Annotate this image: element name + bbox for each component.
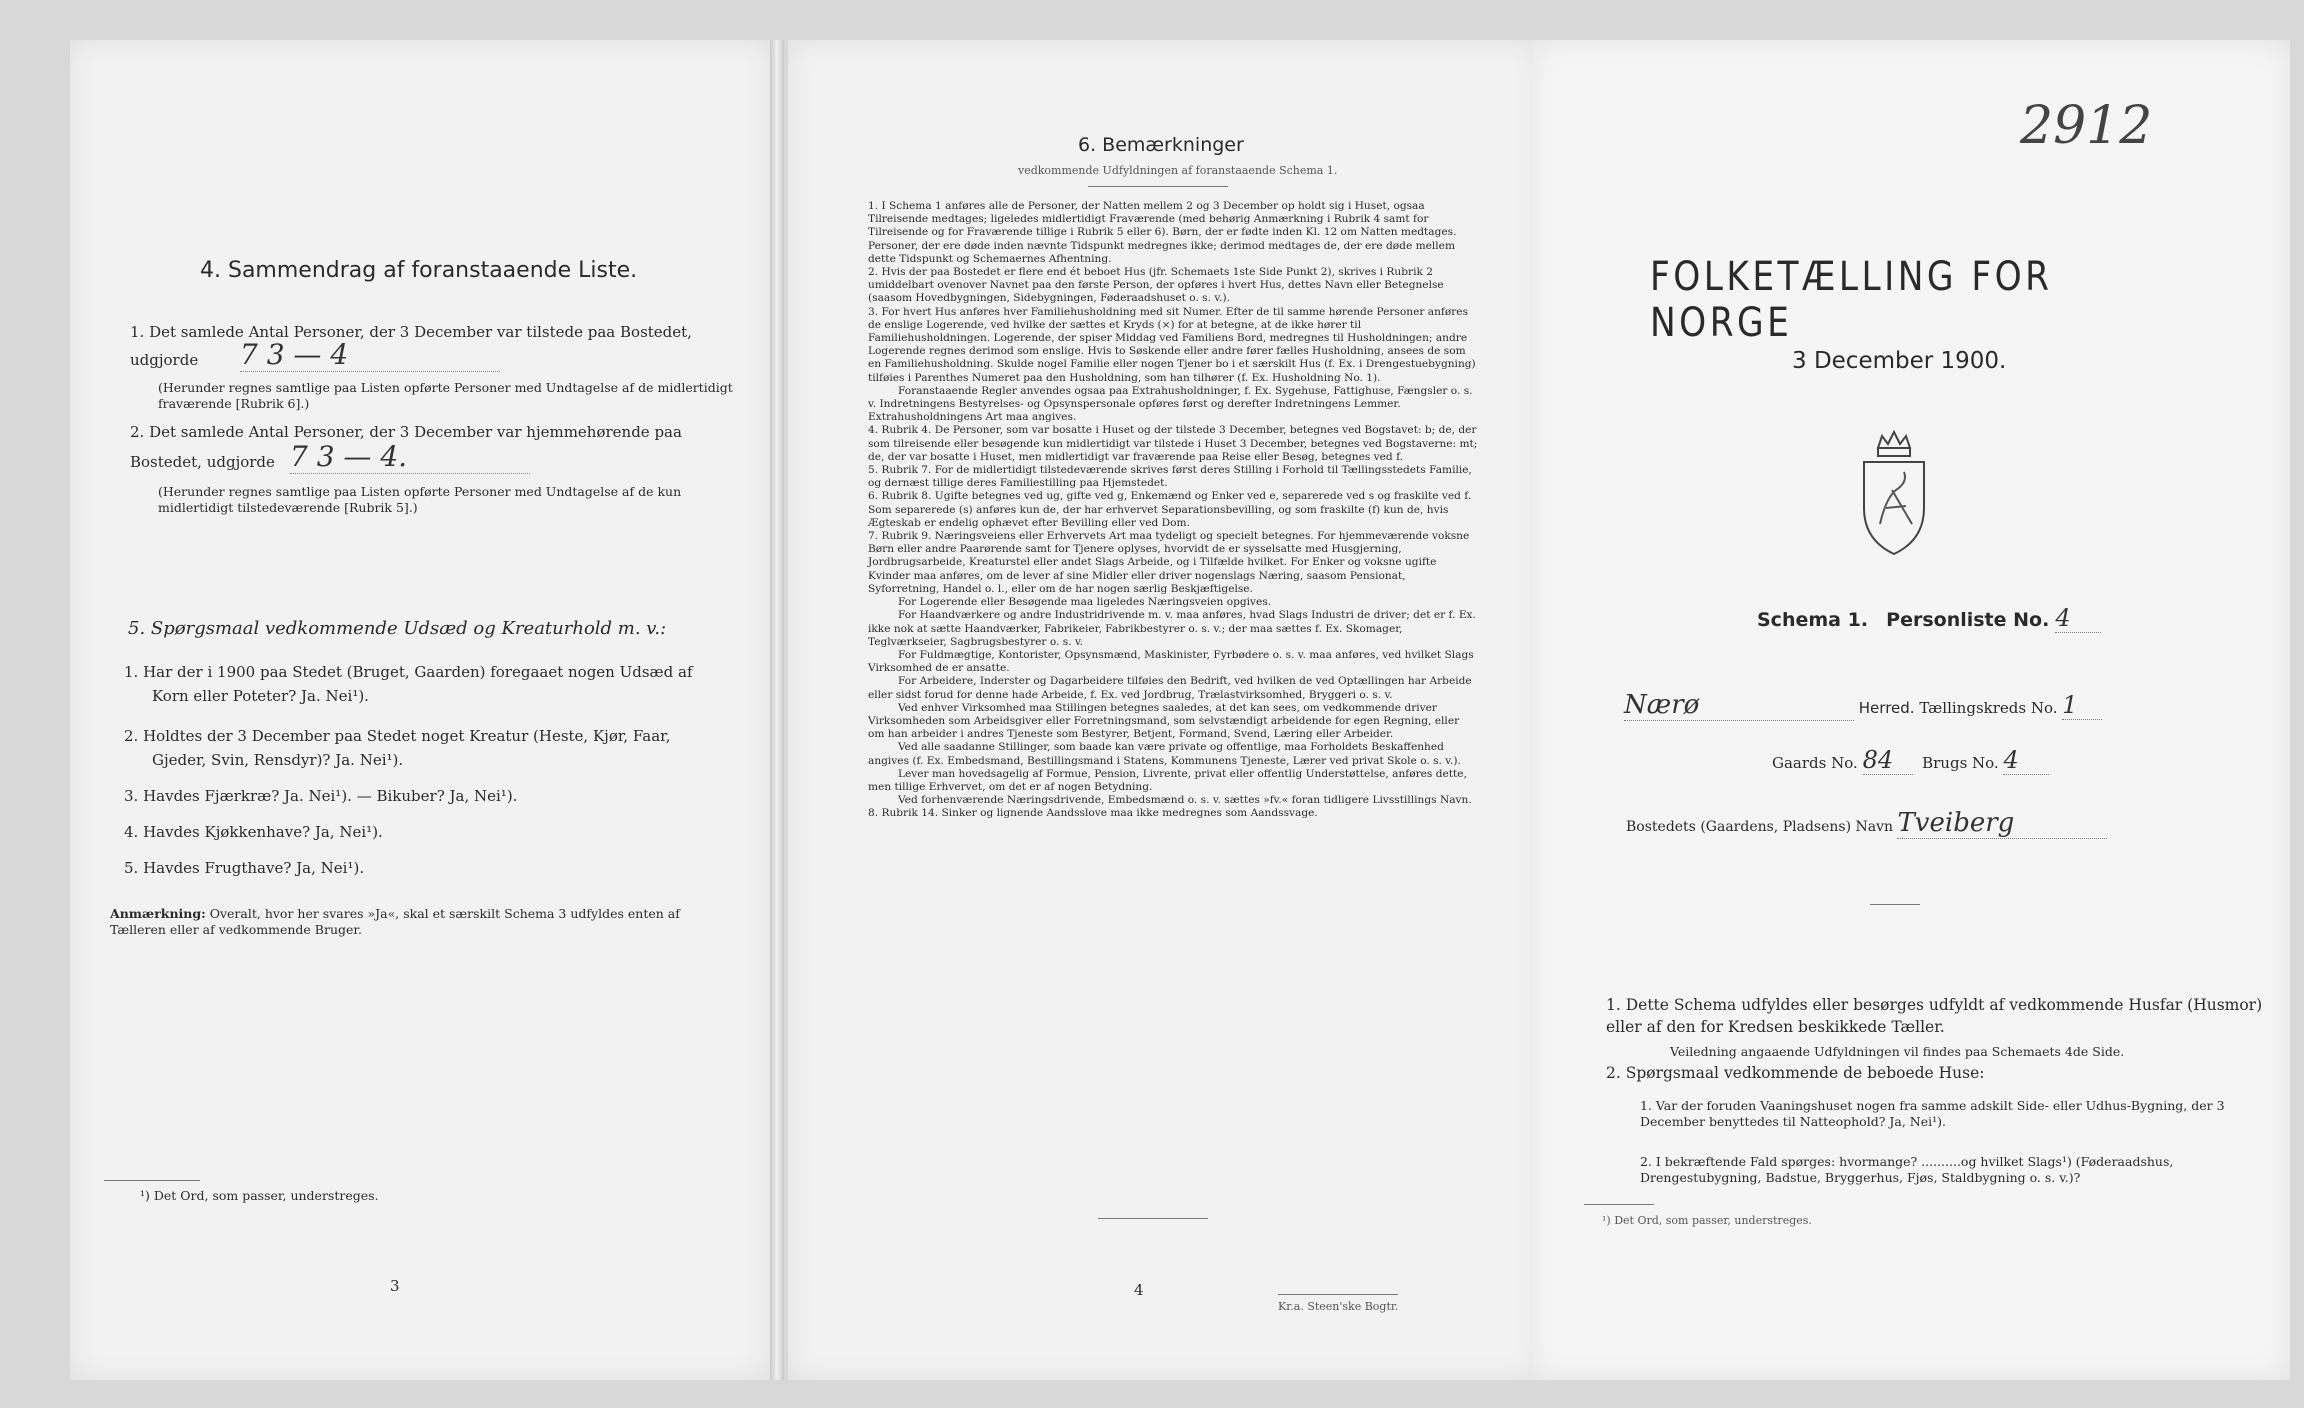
herred-value: Nærø bbox=[1624, 690, 1854, 721]
remark-item: For Logerende eller Besøgende maa ligeledes Næringsveien opgives. bbox=[898, 596, 1272, 609]
q2-note: (Herunder regnes samtlige paa Listen opførte Personer med Undtagelse af de kun midlertidigt tilstedeværende [Rubrik 5].) bbox=[158, 484, 682, 515]
bosted-value: Tveiberg bbox=[1897, 808, 2107, 839]
instruction-2: 2. Spørgsmaal vedkommende de beboede Huse: bbox=[1606, 1064, 1985, 1082]
instruction-1-note: Veiledning angaaende Udfyldningen vil findes paa Schemaets 4de Side. bbox=[1670, 1044, 2125, 1059]
remark-item: Lever man hovedsagelig af Formue, Pension, Livrente, privat eller offentlig Understøttelse, anføres dette, men tillige Erhvervet, om det er af nogen Betydning. bbox=[868, 767, 1467, 793]
brugs-value: 4 bbox=[2003, 746, 2049, 775]
q1-note: (Herunder regnes samtlige paa Listen opførte Personer med Undtagelse af de midlertidigt fraværende [Rubrik 6].) bbox=[158, 380, 733, 411]
note-text: Overalt, hvor her svares »Ja«, skal et særskilt Schema 3 udfyldes enten af Tælleren eller af vedkommende Bruger. bbox=[110, 906, 680, 937]
remark-item: 7. Rubrik 9. Næringsveiens eller Erhvervets Art maa tydeligt og specielt betegnes. For hjemmeværende voksne Børn eller andre Paarørende samt for Tjenere oplyses, hvorvidt de er sysselsatte med Husgjerning, Jordbrugsarbeide, Kreaturstel eller andet Slags Arbeide, og i Tilfælde hvilket. For Enker og voksne ugifte Kvinder maa anføres, om de lever af sine Midler eller driver nogenslags Næring, saasom Pensionat, Syforretning, Handel o. l., eller om de har nogen særlig Beskjæftigelse. bbox=[868, 530, 1470, 595]
remark-item: 6. Rubrik 8. Ugifte betegnes ved ug, gifte ved g, Enkemænd og Enker ved e, separerede ved s og fraskilte ved f. Som separerede (s) anføres kun de, der har erhvervet Separationsbevilling, og som fraskilte (f) kun de, hvis Ægteskab er endelig ophævet efter Bevilling eller ved Dom. bbox=[868, 490, 1472, 529]
remark-item: 8. Rubrik 14. Sinker og lignende Aandsslove maa ikke medregnes som Aandssvage. bbox=[868, 807, 1318, 820]
personliste-label: Personliste No. bbox=[1886, 609, 2050, 631]
herred-row bbox=[1624, 690, 2102, 721]
kreds-label: Tællingskreds No. bbox=[1919, 699, 2058, 717]
s5-item: 1. Har der i 1900 paa Stedet (Bruget, Gaarden) foregaaet nogen Udsæd af bbox=[124, 663, 693, 681]
q1-answer: 7 3 — 4 bbox=[240, 338, 500, 372]
s5-item: Korn eller Poteter? Ja. Nei¹). bbox=[152, 687, 369, 705]
brugs-label: Brugs No. bbox=[1922, 754, 1999, 772]
schema-label: Schema 1. bbox=[1757, 609, 1869, 631]
remark-item: 5. Rubrik 7. For de midlertidigt tilstedeværende skrives først deres Stilling i Forhold til Tællingsstedets Familie, og dernæst tillige deres Familiestilling paa Hjemstedet. bbox=[868, 464, 1472, 490]
q2-line2: Bostedet, udgjorde bbox=[130, 453, 275, 471]
remark-item: Ved forhenværende Næringsdrivende, Embedsmænd o. s. v. sættes »fv.« foran tidligere Livsstillings Navn. bbox=[898, 794, 1472, 807]
gaards-row bbox=[1772, 746, 2049, 775]
q2-text: 2. Det samlede Antal Personer, der 3 December var hjemmehørende paa bbox=[130, 423, 682, 441]
gaards-label: Gaards No. bbox=[1772, 754, 1858, 772]
footnote: ¹) Det Ord, som passer, understreges. bbox=[1602, 1214, 1812, 1227]
instruction-2-q2: 2. I bekræftende Fald spørges: hvormange? ..........og hvilket Slags¹) (Føderaadshus, Drengestubygning, Badstue, Bryggerhus, Fjøs, Staldbygning o. s. v.)? bbox=[1640, 1154, 2174, 1185]
gaards-value: 84 bbox=[1863, 746, 1913, 775]
remark-item: 2. Hvis der paa Bostedet er flere end ét beboet Hus (jfr. Schemaets 1ste Side Punkt 2), skrives i Rubrik 2 umiddelbart ovenover Navnet paa den første Person, der opføres i hvert Hus, dettes Navn eller Betegnelse (saasom Hovedbygningen, Sidebygningen, Føderaadshuset o. s. v.). bbox=[868, 266, 1444, 305]
schema-row bbox=[1757, 604, 2101, 633]
remarks-subtitle: vedkommende Udfyldningen af foranstaaende Schema 1. bbox=[1018, 164, 1338, 177]
bosted-label: Bostedets (Gaardens, Pladsens) Navn bbox=[1626, 819, 1894, 835]
kreds-value: 1 bbox=[2062, 691, 2102, 720]
bosted-row bbox=[1626, 808, 2107, 839]
remark-item: 4. Rubrik 4. De Personer, som var bosatte i Huset og der tilstede 3 December, betegnes ved Bogstavet: b; de, der som tilreisende eller besøgende kun midlertidigt var tilstede i Huset 3 December, betegnes ved Bogstaverne: mt; de, der var bosatte i Huset, men midlertidigt var fraværende paa Reise eller Besøg, betegnes ved f. bbox=[868, 424, 1478, 463]
page-3 bbox=[70, 40, 770, 1380]
archive-number: 2912 bbox=[2020, 96, 2153, 156]
s5-item: 3. Havdes Fjærkræ? Ja. Nei¹). — Bikuber? Ja, Nei¹). bbox=[124, 787, 518, 805]
page-fold bbox=[770, 40, 784, 1380]
remark-item: Ved alle saadanne Stillinger, som baade kan være private og offentlige, maa Forholdets Beskaffenhed angives (f. Ex. Embedsmand, Bestillingsmand i Statens, Kommunens Tjeneste, Lærer ved privat Skole o. s. v.). bbox=[868, 741, 1461, 767]
remark-item: For Haandværkere og andre Industridrivende m. v. maa anføres, hvad Slags Industri de driver; det er f. Ex. ikke nok at sætte Haandværker, Fabrikeier, Fabrikbestyrer o. s. v.; der maa sættes f. Ex. Skomager, Teglværkseier, Sagbrugsbestyrer o. s. v. bbox=[868, 609, 1476, 648]
footnote: ¹) Det Ord, som passer, understreges. bbox=[140, 1188, 379, 1203]
remark-item: Foranstaaende Regler anvendes ogsaa paa Extrahusholdninger, f. Ex. Sygehuse, Fattighuse, Fængsler o. s. v. Indretningens Bestyrelses- og Opsynspersonale opføres først og derefter Indretningens Lemmer. Extrahusholdningens Art maa angives. bbox=[868, 384, 1473, 424]
q2-answer: 7 3 — 4. bbox=[290, 440, 530, 474]
printer-mark: Kr.a. Steen'ske Bogtr. bbox=[1278, 1300, 1399, 1313]
herred-label: Herred. bbox=[1858, 699, 1915, 717]
page-number: 3 bbox=[390, 1277, 400, 1295]
s5-item: 2. Holdtes der 3 December paa Stedet noget Kreatur (Heste, Kjør, Faar, bbox=[124, 727, 671, 745]
s5-item: 4. Havdes Kjøkkenhave? Ja, Nei¹). bbox=[124, 823, 383, 841]
q1-text: 1. Det samlede Antal Personer, der 3 December var tilstede paa Bostedet, bbox=[130, 323, 692, 341]
remark-item: 1. I Schema 1 anføres alle de Personer, der Natten mellem 2 og 3 December op holdt sig i Huset, ogsaa Tilreisende medtages; ligeledes midlertidigt Fraværende (med behørig Anmærkning i Rubrik 4 samt for Tilreisende og for Fraværende tillige i Rubrik 5 eller 6). Børn, der er fødte inden Kl. 12 om Natten medtages. Personer, der ere døde inden nævnte Tidspunkt medregnes ikke; derimod medtages de, der ere døde mellem dette Tidspunkt og Schemaernes Afhentning. bbox=[868, 200, 1457, 265]
section-4-title: 4. Sammendrag af foranstaaende Liste. bbox=[200, 258, 638, 283]
instruction-1: 1. Dette Schema udfyldes eller besørges udfyldt af vedkommende Husfar (Husmor) eller af den for Kredsen beskikkede Tæller. bbox=[1606, 996, 2263, 1036]
remark-item: For Fuldmægtige, Kontorister, Opsynsmænd, Maskinister, Fyrbødere o. s. v. maa anføres, ved hvilket Slags Virksomhed de er ansatte. bbox=[868, 648, 1474, 675]
remark-item: 3. For hvert Hus anføres hver Familiehusholdning med sit Numer. Efter de til samme hørende Personer anføres de enslige Logerende, ved hvilke der sættes et Kryds (×) for at betegne, at de ikke hører til Familiehusholdningen. Logerende, der spiser Middag ved Familiens Bord, medregnes til Husholdningen; andre Logerende regnes derimod som enslige. Hvis to Søskende eller andre fører fælles Husholdning, ansees de som en Familiehusholdning. Skulde nogel Familie eller nogen Tjener bo i et særskilt Hus (f. Ex. i Drengestuebygning) tilføies i Parenthes Numeret paa den Husholdning, som han tilhører (f. Ex. Husholdning No. 1). bbox=[868, 305, 1476, 384]
note bbox=[110, 906, 730, 938]
instruction-2-q1: 1. Var der foruden Vaaningshuset nogen fra samme adskilt Side- eller Udhus-Bygning, der 3 December benyttedes til Natteophold? Ja, Nei¹). bbox=[1640, 1098, 2225, 1129]
remark-item: Ved enhver Virksomhed maa Stillingen betegnes saaledes, at det kan sees, om vedkommende driver Virksomheden som Arbeidsgiver eller Forretningsmand, som selvstændigt arbeidende for egen Regning, eller om han arbeider i andres Tjeneste som Bestyrer, Betjent, Formand, Svend, Læring eller Arbeider. bbox=[868, 701, 1460, 741]
remarks-list bbox=[868, 200, 1478, 821]
s5-item: 5. Havdes Frugthave? Ja, Nei¹). bbox=[124, 859, 365, 877]
census-date: 3 December 1900. bbox=[1792, 348, 2007, 374]
q1-line2: udgjorde bbox=[130, 351, 199, 369]
remarks-title: 6. Bemærkninger bbox=[1078, 134, 1244, 156]
personliste-number: 4 bbox=[2055, 604, 2101, 633]
coat-of-arms-icon bbox=[1856, 428, 1932, 558]
page-4 bbox=[788, 40, 1540, 1380]
remark-item: For Arbeidere, Inderster og Dagarbeidere tilføies den Bedrift, ved hvilken de ved Optællingen har Arbeide eller sidst forud for denne hade Arbeide, f. Ex. ved Jordbrug, Trælastvirksomhed, Bryggeri o. s. v. bbox=[868, 675, 1472, 701]
page-1-cover bbox=[1530, 40, 2290, 1380]
page-number: 4 bbox=[1134, 1281, 1144, 1299]
s5-item: Gjeder, Svin, Rensdyr)? Ja. Nei¹). bbox=[152, 751, 404, 769]
section-5-title: 5. Spørgsmaal vedkommende Udsæd og Kreaturhold m. v.: bbox=[128, 618, 667, 639]
note-label: Anmærkning: bbox=[110, 906, 206, 921]
census-title: FOLKETÆLLING FOR NORGE bbox=[1650, 254, 2053, 346]
